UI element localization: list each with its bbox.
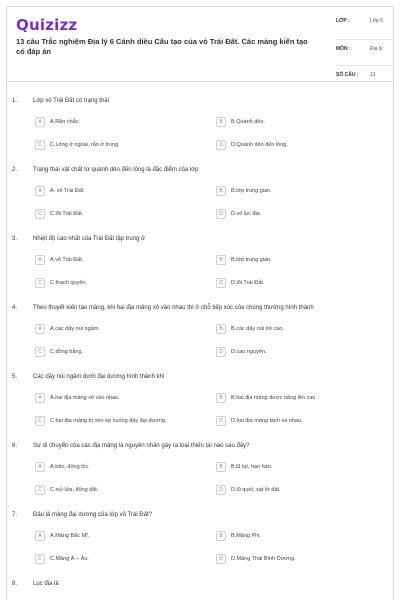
- option-letter-box: B: [216, 117, 226, 127]
- option-letter-box: B: [216, 324, 226, 334]
- option-letter-box: B: [216, 462, 226, 472]
- option-text: B.hai địa mảng được nâng lên cao.: [231, 395, 317, 401]
- answer-option-b[interactable]: [216, 462, 376, 473]
- answer-option-a[interactable]: [35, 393, 195, 404]
- option-text: C.lõi Trái Đất.: [50, 211, 84, 217]
- question-number: 5.: [12, 374, 18, 380]
- option-letter-box: C: [35, 416, 45, 426]
- question-number: 4.: [12, 305, 18, 311]
- quizizz-logo: Quizizz: [16, 16, 78, 34]
- option-text: A.bão, dông lốc.: [50, 464, 90, 470]
- option-text: A.hai địa mảng xô vào nhau.: [50, 395, 120, 401]
- option-text: C.thạch quyển.: [50, 280, 87, 286]
- question-text: Lục địa là: [33, 581, 59, 587]
- option-text: C.hai địa mảng bị nén ép xuống đáy đại dương.: [50, 418, 167, 424]
- option-letter-box: A: [35, 255, 45, 265]
- answer-option-b[interactable]: [216, 393, 376, 404]
- question-number: 7.: [12, 512, 18, 518]
- answer-option-d[interactable]: [216, 347, 376, 358]
- count-label: SỐ CÂU :: [336, 72, 359, 78]
- option-letter-box: A: [35, 324, 45, 334]
- option-text: A.vỏ Trái Đất.: [50, 257, 84, 263]
- option-text: D.cao nguyên.: [231, 349, 267, 355]
- option-letter-box: D: [216, 278, 226, 288]
- option-text: A.Rắn chắc.: [50, 119, 80, 125]
- option-text: A. vỏ Trái Đất.: [50, 188, 85, 194]
- option-text: D.lũ quét, sạt lở đất.: [231, 487, 281, 493]
- option-letter-box: A: [35, 393, 45, 403]
- grade-label: LỚP :: [336, 18, 350, 24]
- option-letter-box: C: [35, 209, 45, 219]
- question-number: 2.: [12, 167, 18, 173]
- option-text: C.đồng bằng.: [50, 349, 84, 355]
- option-text: A.Mảng Bắc Mĩ.: [50, 533, 90, 539]
- option-letter-box: D: [216, 140, 226, 150]
- option-text: B.Mảng Phi.: [231, 533, 261, 539]
- question-text: Các dãy núi ngầm dưới đại dương hình thành khi: [33, 374, 165, 380]
- option-text: D.Quánh dẻo đến lỏng.: [231, 142, 288, 148]
- option-letter-box: B: [216, 393, 226, 403]
- option-letter-box: A: [35, 462, 45, 472]
- answer-option-c[interactable]: [35, 209, 195, 220]
- option-text: C.núi lửa, động đất.: [50, 487, 99, 493]
- option-letter-box: C: [35, 347, 45, 357]
- question-text: Sự di chuyển của các địa mảng là nguyên nhân gây ra loại thiên tai nào sau đây?: [33, 443, 250, 449]
- question-number: 8.: [12, 581, 18, 587]
- subject-label: MÔN :: [336, 46, 351, 52]
- question-number: 3.: [12, 236, 18, 242]
- answer-option-c[interactable]: [35, 485, 195, 496]
- option-letter-box: D: [216, 554, 226, 564]
- option-text: B.lũ lụt, hạn hán.: [231, 464, 273, 470]
- answer-option-c[interactable]: [35, 140, 195, 151]
- option-letter-box: C: [35, 485, 45, 495]
- option-letter-box: D: [216, 416, 226, 426]
- option-letter-box: C: [35, 278, 45, 288]
- option-letter-box: A: [35, 186, 45, 196]
- answer-option-c[interactable]: [35, 278, 195, 289]
- answer-option-d[interactable]: [216, 416, 376, 427]
- answer-option-b[interactable]: [216, 186, 376, 197]
- question-text: Nhiệt độ cao nhất của Trái Đất tập trung ở: [33, 236, 145, 242]
- answer-option-b[interactable]: [216, 255, 376, 266]
- answer-option-b[interactable]: [216, 117, 376, 128]
- question-number: 1.: [12, 98, 18, 104]
- option-letter-box: B: [216, 531, 226, 541]
- subject-value: Địa lý: [370, 46, 383, 52]
- option-text: D.Mảng Thái Bình Dương.: [231, 556, 296, 562]
- option-letter-box: A: [35, 117, 45, 127]
- meta-row-grade: [336, 14, 392, 40]
- option-letter-box: D: [216, 485, 226, 495]
- answer-option-c[interactable]: [35, 554, 195, 565]
- answer-option-d[interactable]: [216, 140, 376, 151]
- answer-option-d[interactable]: [216, 485, 376, 496]
- page-title: 13 câu Trắc nghiệm Địa lý 6 Cánh diều Cấu tạo của vỏ Trái Đất. Các mảng kiến tạo có đáp án: [16, 37, 308, 56]
- answer-option-a[interactable]: [35, 531, 195, 542]
- answer-option-b[interactable]: [216, 531, 376, 542]
- answer-option-b[interactable]: [216, 324, 376, 335]
- question-text: Đâu là mảng đại dương của lớp vỏ Trái Đất?: [33, 512, 152, 518]
- option-text: C.Mảng Á – Âu.: [50, 556, 89, 562]
- option-text: A.các dãy núi ngầm.: [50, 326, 100, 332]
- option-letter-box: D: [216, 347, 226, 357]
- answer-option-a[interactable]: [35, 324, 195, 335]
- option-text: C.Lỏng ở ngoài, rắn ở trong.: [50, 142, 120, 148]
- option-text: B.các dãy núi trẻ cao.: [231, 326, 284, 332]
- answer-option-d[interactable]: [216, 278, 376, 289]
- question-number: 6.: [12, 443, 18, 449]
- answer-option-a[interactable]: [35, 462, 195, 473]
- question-text: Trạng thái vật chất từ quánh dẻo đến lỏng là đặc điểm của lớp: [33, 167, 199, 173]
- option-letter-box: B: [216, 186, 226, 196]
- option-letter-box: C: [35, 140, 45, 150]
- answer-option-a[interactable]: [35, 186, 195, 197]
- grade-value: Lớp 6: [370, 18, 384, 24]
- option-text: B.Quánh dẻo.: [231, 119, 265, 125]
- worksheet-header: [6, 6, 394, 82]
- option-letter-box: B: [216, 255, 226, 265]
- option-letter-box: D: [216, 209, 226, 219]
- answer-option-d[interactable]: [216, 209, 376, 220]
- option-text: D.hai địa mảng tách xa nhau.: [231, 418, 303, 424]
- answer-option-a[interactable]: [35, 117, 195, 128]
- answer-option-c[interactable]: [35, 416, 195, 427]
- question-text: Theo thuyết kiến tạo mảng, khi hai địa mảng xô vào nhau thì ở chỗ tiếp xúc của chúng thường hình thành: [33, 305, 314, 311]
- page-frame: [6, 6, 394, 600]
- meta-row-count: [336, 68, 392, 82]
- meta-row-subject: [336, 42, 392, 66]
- option-letter-box: C: [35, 554, 45, 564]
- answer-option-a[interactable]: [35, 255, 195, 266]
- option-text: B.lớp trung gian.: [231, 257, 272, 263]
- option-text: B.lớp trung gian.: [231, 188, 272, 194]
- count-value: 13: [370, 72, 376, 78]
- option-text: D.vỏ lục địa.: [231, 211, 262, 217]
- answer-option-c[interactable]: [35, 347, 195, 358]
- option-letter-box: A: [35, 531, 45, 541]
- option-text: D.lõi Trái Đất.: [231, 280, 265, 286]
- answer-option-d[interactable]: [216, 554, 376, 565]
- question-text: Lớp vỏ Trái Đất có trạng thái: [33, 98, 109, 104]
